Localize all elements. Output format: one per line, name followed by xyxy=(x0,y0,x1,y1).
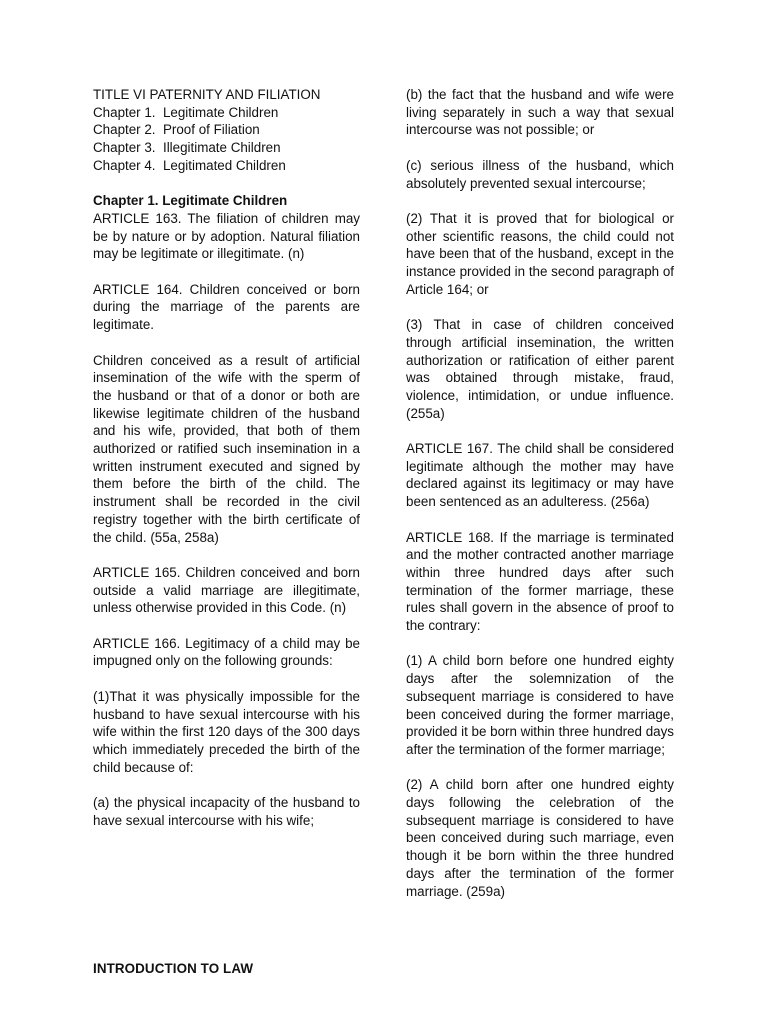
chapter-1-section xyxy=(93,192,360,263)
ground-1a: (a) the physical incapacity of the husband to have sexual intercourse with his wife; xyxy=(93,795,360,828)
article-163: ARTICLE 163. The filiation of children may be by nature or by adoption. Natural filiation may be legitimate or illegitimate. (n) xyxy=(93,210,360,262)
ground-1: (1)That it was physically impossible for the husband to have sexual intercourse with his wife within the first 120 days of the 300 days which immediately preceded the birth of the child because of: xyxy=(93,688,360,775)
footer-label: INTRODUCTION TO LAW xyxy=(93,961,254,976)
left-column xyxy=(93,86,360,847)
chapter-heading: Chapter 1. Legitimate Children xyxy=(93,193,288,209)
right-column xyxy=(406,86,674,918)
ground-1c: (c) serious illness of the husband, which absolutely prevented sexual intercourse; xyxy=(406,157,674,191)
article-164: ARTICLE 164. Children conceived or born during the marriage of the parents are legitimate. xyxy=(93,281,360,333)
article-166: ARTICLE 166. Legitimacy of a child may be impugned only on the following grounds: xyxy=(93,635,360,669)
title-heading: TITLE VI PATERNITY AND FILIATION xyxy=(93,87,321,102)
ground-2: (2) That it is proved that for biological or other scientific reasons, the child could not have been that of the husband, except in the instance provided in the second paragraph of Article 164; or xyxy=(406,210,674,297)
toc-chapter-2: Chapter 2. Proof of Filiation xyxy=(93,122,260,138)
toc-chapter-3: Chapter 3. Illegitimate Children xyxy=(93,140,281,156)
ground-3: (3) That in case of children conceived through artificial insemination, the written authorization or ratification of either parent was obtained through mistake, fraud, violence, intimidation, or undue influence. (255a) xyxy=(406,317,674,421)
rule-2: (2) A child born after one hundred eighty days following the celebration of the subsequent marriage is considered to have been conceived during such marriage, even though it be born within the three hundred days after the termination of the former marriage. (259a) xyxy=(406,777,674,899)
rule-1: (1) A child born before one hundred eighty days after the solemnization of the subsequent marriage is considered to have been conceived during the former marriage, provided it be born within three hundred days after the termination of the former marriage; xyxy=(406,653,674,757)
ground-1b: (b) the fact that the husband and wife were living separately in such a way that sexual intercourse was not possible; or xyxy=(406,87,674,138)
table-of-contents xyxy=(93,86,360,175)
artificial-insemination-paragraph: Children conceived as a result of artificial insemination of the wife with the sperm of the husband or that of a donor or both are likewise legitimate children of the husband and his wife, provided, that both of them authorized or ratified such insemination in a written instrument executed and signed by them before the birth of the child. The instrument shall be recorded in the civil registry together with the birth certificate of the child. (55a, 258a) xyxy=(93,352,360,545)
toc-chapter-4: Chapter 4. Legitimated Children xyxy=(93,157,286,173)
article-168: ARTICLE 168. If the marriage is terminated and the mother contracted another marriage within three hundred days after such termination of the former marriage, these rules shall govern in the absence of proof to the contrary: xyxy=(406,529,674,634)
toc-chapter-1: Chapter 1. Legitimate Children xyxy=(93,104,279,120)
article-167: ARTICLE 167. The child shall be considered legitimate although the mother may have declared against its legitimacy or may have been sentenced as an adulteress. (256a) xyxy=(406,441,674,510)
article-165: ARTICLE 165. Children conceived and born outside a valid marriage are illegitimate, unless otherwise provided in this Code. (n) xyxy=(93,564,360,616)
